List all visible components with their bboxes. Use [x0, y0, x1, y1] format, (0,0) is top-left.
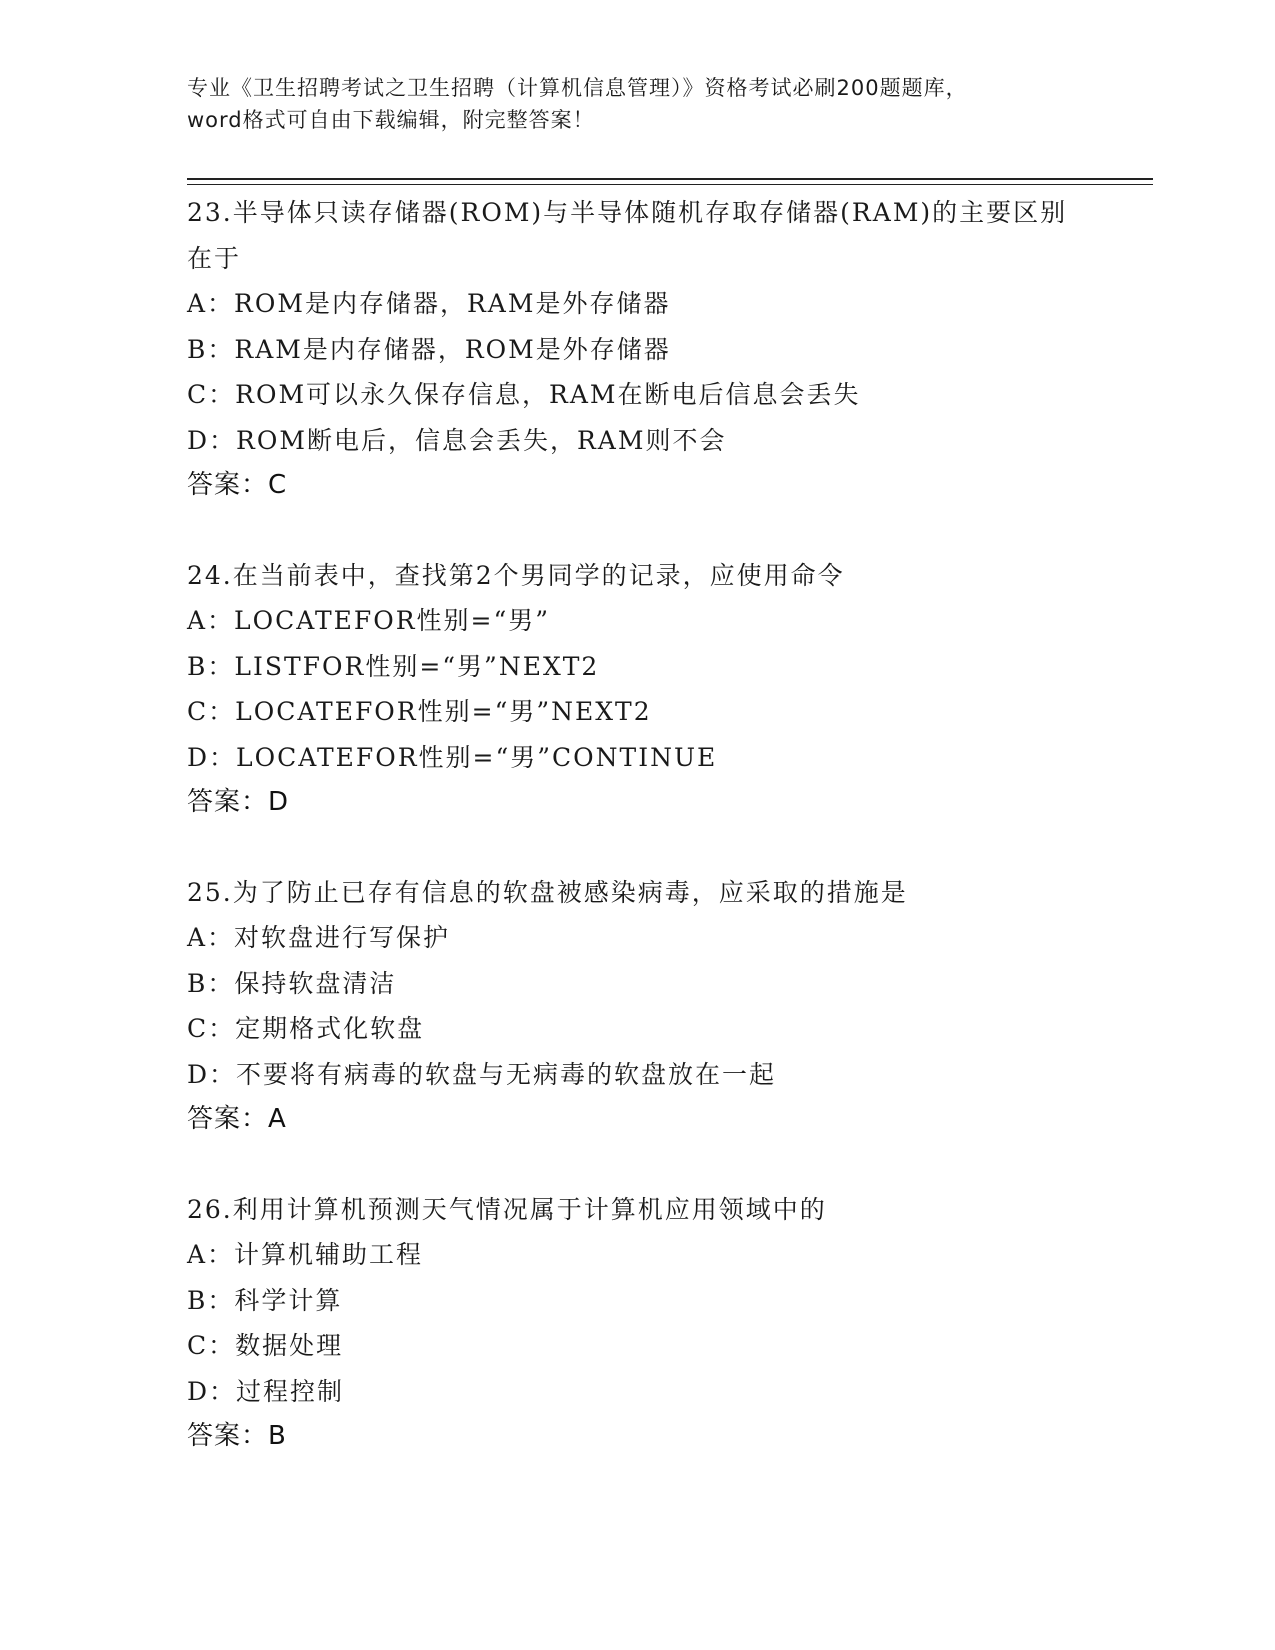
header-line-1: 专业《卫生招聘考试之卫生招聘（计算机信息管理）》资格考试必刷200题题库， [187, 76, 968, 100]
option-c: C：数据处理 [187, 1331, 344, 1360]
answer: 答案：B [187, 1421, 287, 1451]
question-26 [187, 1187, 1117, 1460]
option-d: D：不要将有病毒的软盘与无病毒的软盘放在一起 [187, 1059, 777, 1089]
option-d: D：LOCATEFOR性别=“男”CONTINUE [187, 742, 718, 772]
option-b: B：RAM是内存储器，ROM是外存储器 [187, 334, 671, 364]
question-25 [187, 870, 1117, 1143]
question-title-continued: 在于 [187, 243, 242, 273]
option-a: A：ROM是内存储器，RAM是外存储器 [187, 289, 671, 318]
header-divider-thin [187, 184, 1153, 185]
option-a: A：LOCATEFOR性别=“男” [187, 606, 551, 635]
option-b: B：科学计算 [187, 1285, 343, 1315]
option-c: C：LOCATEFOR性别=“男”NEXT2 [187, 697, 652, 726]
option-d: D：ROM断电后，信息会丢失，RAM则不会 [187, 425, 727, 455]
header-divider-thick [187, 178, 1153, 180]
question-23 [187, 190, 1117, 509]
option-c: C：ROM可以永久保存信息，RAM在断电后信息会丢失 [187, 380, 861, 409]
option-c: C：定期格式化软盘 [187, 1014, 425, 1043]
option-a: A：计算机辅助工程 [187, 1240, 424, 1269]
question-title: 23.半导体只读存储器(ROM)与半导体随机存取存储器(RAM)的主要区别 [187, 198, 1068, 227]
header-line-2: word格式可自由下载编辑，附完整答案！ [187, 108, 595, 132]
question-list [187, 190, 1117, 1504]
answer: 答案：A [187, 1104, 287, 1134]
option-d: D：过程控制 [187, 1376, 345, 1406]
question-title: 26.利用计算机预测天气情况属于计算机应用领域中的 [187, 1194, 827, 1224]
option-a: A：对软盘进行写保护 [187, 923, 451, 952]
document-header [187, 72, 1087, 136]
question-title: 24.在当前表中，查找第2个男同学的记录，应使用命令 [187, 560, 845, 590]
option-b: B：保持软盘清洁 [187, 968, 397, 998]
option-b: B：LISTFOR性别=“男”NEXT2 [187, 651, 600, 681]
answer: 答案：C [187, 470, 288, 500]
answer: 答案：D [187, 787, 290, 817]
question-24 [187, 553, 1117, 826]
question-title: 25.为了防止已存有信息的软盘被感染病毒，应采取的措施是 [187, 877, 908, 907]
